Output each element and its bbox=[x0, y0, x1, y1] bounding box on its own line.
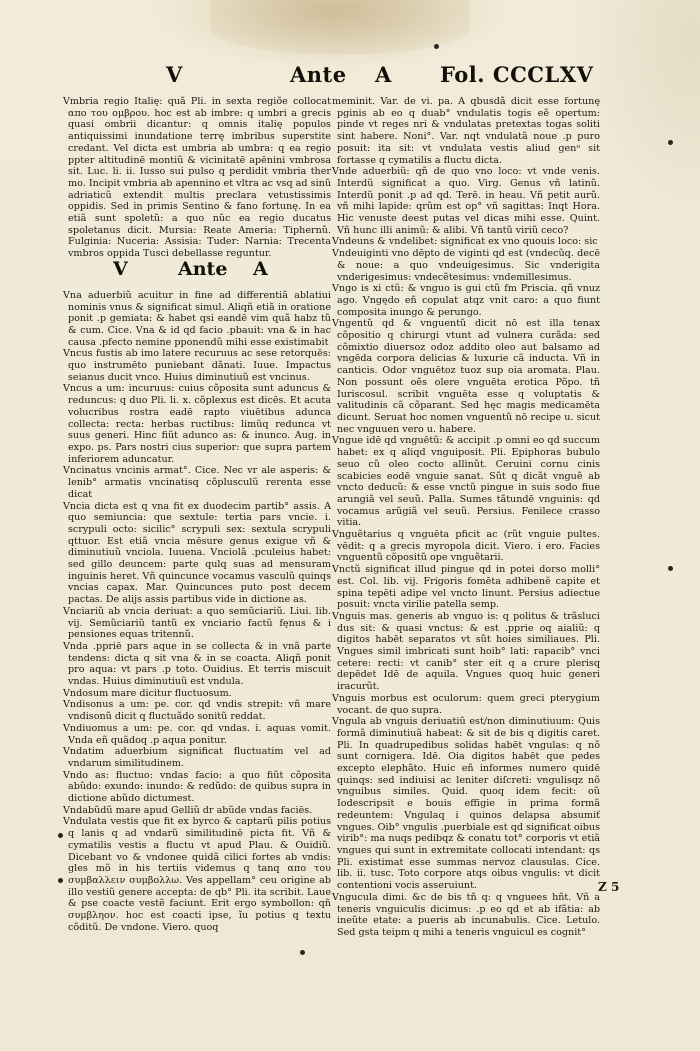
header-letter-mid: A bbox=[375, 62, 392, 87]
left-column bbox=[63, 96, 331, 931]
entry-paragraph: Vnguis morbus est oculorum: quem greci pterygium vocant. de quo supra. bbox=[332, 692, 600, 716]
entry-paragraph: Vnctũ significat illud pingue qd in potei dorso molli° est. Col. lib. vij. Frigoris fomēta adhibenĕ capite et spina tepēti adipe vel vncto linunt. Persius adiectue posuit: vncta virilie patella semp. bbox=[332, 564, 600, 611]
entry-paragraph: Vmbria regio Italię: quã Pli. in sexta regiõe collocat απο του ομβρου. hoc est ab imbre: q umbri a grecis quasi ombrii dicantur: q omnis italię populos antiquissimi inundatione terrę imbribus superstite credant. Vel dicta est umbria ab umbra: q ea regio ppter altitudinē montiũ & vicinitatē apēnini vmbrosa sit. Luc. li. ii. Iusso sui pulso q perdidit vmbria ther mo. Incipit vmbria ab apennino et vltra ac vsq ad sinũ adriaticũ extendit multis preclara vetustissimis oppidis. Sed in primis Sentino & fano fortunę. In ea etiã sunt spoletũ: a quo nũc ea regio ducatus spoletanus dicit. Mursia: Reate Ameria: Tiphernũ. Fulginia: Nuceria: Assisia: Tuder: Narnia: Trecenta vmbros oppida Tusci debellasse reguntur. bbox=[63, 96, 331, 260]
header-title: Ante bbox=[290, 62, 347, 87]
entry-paragraph: Vndiuomus a um: pe. cor. qd vndas. i. aquas vomit. Vnda eñ quãdoq .p aqua ponitur. bbox=[63, 722, 331, 746]
binding-hole bbox=[668, 140, 673, 145]
entry-paragraph: Vnda .ppriē pars aque in se collecta & in vnã parte tendens: dicta q sit vna & in se coacta. Aliqñ ponit pro aqua: vt pars .p toto. Ouidius. Et terris miscuit vndas. Huius diminutiuũ est vndula. bbox=[63, 640, 331, 688]
entry-paragraph: Vncus a um: incuruus: cuius cõposita sunt aduncus & reduncus: q duo Pli. li. x. cõplexus est dicēs. Et acuta volucribus rostra eadē rapto viuētibus adunca collecta: recta: herbas ructibus: limũq redunca vt suus generi. Hinc fiũt adunco as: & inunco. Aug. in expo. ps. Pars nostri cius superior: que supra partem inferiorem aduncatur. bbox=[63, 383, 331, 465]
entry-paragraph: Vngucula dimi. &c de bis tñ q: q vnguees hñt. Vñ a teneris vnguiculis dicimus: .p eo qd et ab ifãtia: ab ineũte etate: a pueris ab incunabulis. Cice. Letulo. Sed gsta teipm q mihi a teneris vnguicul es cognit° bbox=[332, 891, 600, 938]
subheading-letter-right: A bbox=[253, 257, 268, 280]
right-column bbox=[332, 96, 600, 938]
entry-paragraph: Vngo is xi ctũ: & vnguo is gui ctũ fm Priscia. qñ vnuz ago. Vngędo eñ copulat atqz vnit caro: a quo fiunt composita inungo & perungo. bbox=[332, 283, 600, 318]
entry-paragraph: Vnciariũ ab vncia deriuat: a quo semũciariũ. Liui. lib. vij. Semũciariũ tantũ ex vnciario factũ fęnus & i pensiones equas tritennũ. bbox=[63, 605, 331, 641]
entry-paragraph: Vnguẽtarius q vnguēta pficit ac (rũt vnguie pultes. vēdit: q a grecis myropola dicit. Viero. i ero. Facies vnguentũ cõpositũ ope vnguẽtarii. bbox=[332, 529, 600, 564]
entry-paragraph: Vncia dicta est q vna fit ex duodecim partib° assis. A quo semiuncia: que sextule: tertia pars vncie. i. scrypuli octo: sicilic° scrypuli sex: sextula scrypuli qttuor. Est etiã vncia mēsure genus exigue vñ & diminutiuũ vnciola. Iuuena. Vnciolã .pculeius habet: sed gillo deuncem: parte qulq suas ad mensuram inguinis heret. Vñ quincunce vocamus vasculũ quinqs vncias capax. Mar. Quincunces puto post decem pactas. De alijs assis partibus vide in dictione as. bbox=[63, 500, 331, 606]
entry-paragraph: Vnguis mas. generis ab vnguo is: q politus & trãsluci dus sit: & quasi vnctus: & est .pprie oq aialiũ: q digitos habēt separatos vt sũt hoies similiaues. Pli. Vngues simil imbricati sunt hoib° lati: rapacib° vnci cetere: recti: vt canib° ster eit q a crure plerisq depēdet Idē de aquila. Vngues quoq huic generi iracurũt. bbox=[332, 610, 600, 693]
binding-hole bbox=[668, 566, 673, 571]
entry-paragraph: Vndatim aduerbium significat fluctuatim vel ad vndarum similitudinem. bbox=[63, 746, 331, 769]
entry-paragraph: Vngue idē qd vnguētũ: & accipit .p omni eo qd succum habet: ex q aliqd vnguiposit. Pli. Epiphoras bubulo seuo cũ oleo cocto allinũt. Ceruini cornu cinis scabicies eodē vnguie sanat. Sũt q dicãt vnguẽ ab vncto deducũ: & esse vnctũ pingue in suis sodo fiue arungiã vel seuũ. Palla. Sumes tãtundē vnguinis: qd vocamus arũgiã vel seuũ. Persius. Fenilece crasso vitia. bbox=[332, 435, 600, 529]
water-stain bbox=[210, 0, 470, 55]
entry-paragraph: Vndeuiginti vno dēpto de viginti qd est (vndecũq. decē & noue: a quo vndeuigesimus. Sic vnderigita vnderigesimus: vndecẽtesimus: vndemillesimus. bbox=[332, 248, 600, 283]
running-header bbox=[0, 62, 700, 92]
subheading-letter-left: V bbox=[113, 257, 128, 280]
entry-paragraph: Vndosum mare dicitur fluctuosum. bbox=[63, 687, 232, 699]
entry-paragraph: Vndabũdũ mare apud Gelliũ dr abũde vndas faciēs. bbox=[63, 804, 313, 816]
entry-paragraph: Vndo as: fluctuo: vndas facio: a quo fiũt cõposita abũdo: exundo: inundo: & redũdo: de quibus supra in dictione abũdo dictumest. bbox=[63, 769, 331, 805]
entry-paragraph: Vngula ab vnguis deriuatiũ est/non diminutiuum: Quis formã diminutiuã habeat: & sit de bis q digitis caret. Pli. In quadrupedibus solidas habēt vngulas: q nõ sunt cornigera. Idē. Oia digitos habēt que pedes excepto elephãto. Huic eñ informes numero quidē quinqs: sed indiuisi ac leniter diſcreti: vngulisqz nõ vnguibus similes. Quid. quoq idem fecit: oũ Iodescripsit e bouis effigie in prima formã redeuntem: Vngulaq i quinos delapsa absumiť vngues. Oib° vngulis .puerbiale est qd significat oibus virib°: ma nuqs pedibqz & conatu tot° corporis vt etiã vngues qui sunt in extremitate collocati intendant: qs Pli. existimat esse summas nervoz clausulas. Cice. lib. ii. tusc. Toto corpore atqs oibus vngulis: vt dicit contentioni vocis asseruiunt. bbox=[332, 716, 600, 892]
entry-paragraph: meminit. Var. de vi. pa. A qbusdã dicit esse fortunę pginis ab eo q duab° vndulatis togis eẽ opertum: pinde vt reges nri & vndulatas pretextas togas soliti sint habere. Noni°. Var. nqt vndulatã noue .p puro posuit: ita sit: vt vndulata vestis aliud genᵒ sit fortasse q cymatilis a fluctu dicta. bbox=[332, 96, 600, 166]
entry-paragraph: Vncus fustis ab imo latere recuruus ac sese retorquēs: quo instrumēto puniebant dãnati. Iuue. Impactus seianus ducit vnco. Huius diminutiuũ est vncinus. bbox=[63, 348, 331, 383]
section-subheading bbox=[63, 257, 331, 288]
entry-paragraph: Vna aduerbiũ acuitur in fine ad differentiã ablatiui nominis vnus & significat simul. Aliqñ etiã in oratione ponit .p gemiata: & habet qsi eandē vim quã habz tũ & cum. Cice. Vna & id qd facio .pbauit: vna & in hac causa .pfecto nemine pponendũ mihi esse existimabit bbox=[63, 289, 331, 348]
binding-hole bbox=[434, 44, 439, 49]
entry-paragraph: Vndeuns & vndelibet: significat ex vno quouis loco: sic bbox=[332, 236, 598, 248]
entry-paragraph: Vncinatus vncinis armat°. Cice. Nec vr ale asperis: & lenib° armatis vncinatisq cõplusculũ rerenta esse dicat bbox=[63, 465, 331, 500]
entry-paragraph: Vndisonus a um: pe. cor. qd vndis strepit: vñ mare vndisonũ dicit q fluctuãdo sonitũ reddat. bbox=[63, 699, 331, 723]
subheading-title: Ante bbox=[178, 257, 228, 280]
entry-paragraph: Vngentũ qd & vnguentũ dicit nō est illa tenax cõpositio q chirurgi vtunt ad vulnera curãda: sed cõmixtio diuersoz odoz addito oleo aut balsamo ad vngēda corpora delicias & luxurie cã inducta. Vñ in canticis. Odor vnguētoz tuoz sup oia aromata. Plau. Non possunt oẽs olere vnguēta erotica Põpo. tñ Iuriscosul. scribit vnguēta esse q voluptatis & valitudinis cã cõparant. Sed hęc magis medicamēta dicunt. Seruat hoc nomen vnguentũ nō recipe u. sicut nec vnguuen vero u. habere. bbox=[332, 318, 600, 435]
folio-number: Fol. CCCLXV bbox=[440, 62, 594, 87]
binding-hole bbox=[300, 950, 305, 955]
entry-paragraph: Vnde aduerbiũ: qñ de quo vno loco: vt vnde venis. Interdũ significat a quo. Virg. Genus vñ latinũ. Interdũ ponit .p ad qd. Terē. in heau. Vñ petit aurũ. vñ mihi lapide: qrũm est op° vñ sagittas: Inqt Hora. Hic venuste deest putas vel dicas mihi esse. Quint. Vñ hunc illi animũ: & alibi. Vñ tantũ viriũ ceco? bbox=[332, 166, 600, 236]
header-letter-left: V bbox=[166, 62, 183, 87]
signature-mark: Z 5 bbox=[598, 880, 620, 894]
entry-paragraph: Vndulata vestis que fit ex byrco & captarũ pilis potius q lanis q ad vndarũ similitudinē picta fit. Vñ & cymatilis vestis a fluctu vt apud Plau. & Ouidiũ. Dicebant vo & vndonee quidã cilici fortes ab vndis: gles mõ in his tertiis videmus q tanq απο του συμβαλλειν συμβολλω. Ves appellam° ceu origine ab illo vestiũ genere accepta: de qb° Pli. ita scribit. Laue & pse coacte vestẽ faciunt. Erit ergo symbollon: qñ συμβληον. hoc est coacti ipse, ĩu potius q textu cõditũ. De vndone. Viero. quoq bbox=[63, 816, 331, 933]
